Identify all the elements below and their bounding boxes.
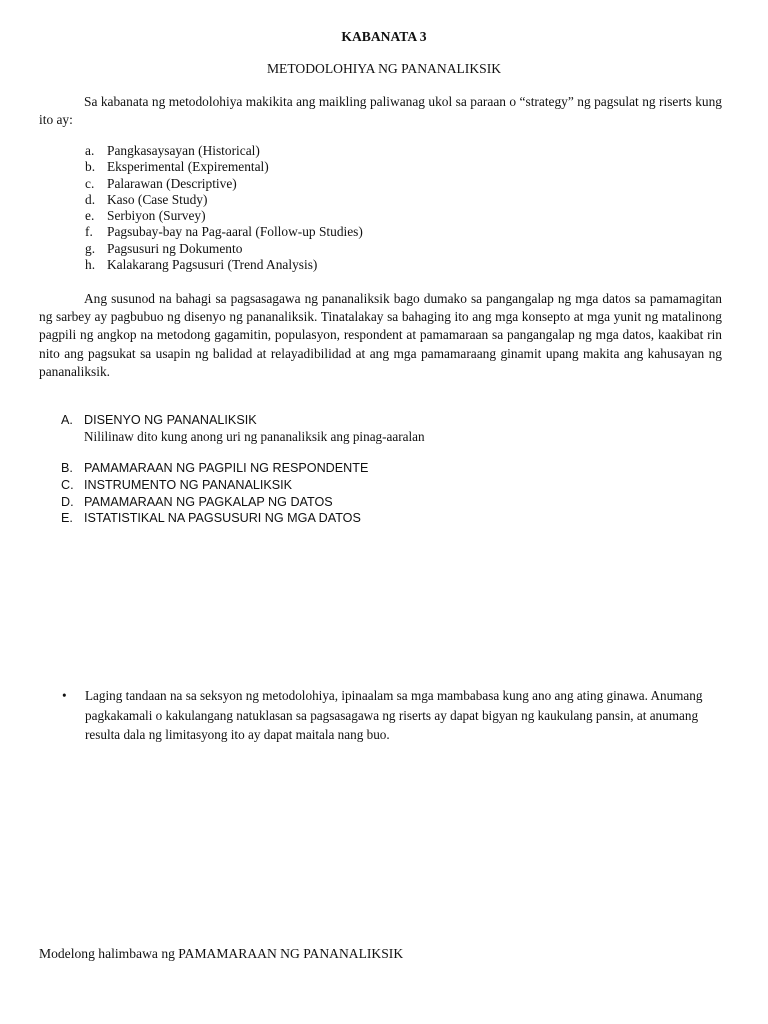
reminder-text: Laging tandaan na sa seksyon ng metodolohiya, ipinaalam sa mga mambabasa kung ano ang ating ginawa. Anumang pagkakamali o kakulangang natuklasan sa pagsasagawa ng riserts ay dapat bigyan ng kaukulang pansin, at anumang resulta dala ng limitasyong ito ay dapat maitala nang buo. bbox=[85, 688, 703, 742]
section-item bbox=[61, 494, 368, 511]
chapter-title: KABANATA 3 bbox=[341, 29, 427, 44]
list-item bbox=[85, 192, 363, 208]
bullet-icon: • bbox=[62, 688, 67, 703]
list-item bbox=[85, 224, 363, 240]
section-heading: PAMAMARAAN NG PAGPILI NG RESPONDENTE bbox=[84, 461, 369, 475]
section-heading: ISTATISTIKAL NA PAGSUSURI NG MGA DATOS bbox=[84, 511, 361, 526]
list-item bbox=[85, 241, 363, 257]
list-item bbox=[85, 176, 363, 192]
list-item-text: Palarawan (Descriptive) bbox=[107, 175, 237, 191]
list-marker: a. bbox=[85, 143, 95, 158]
list-item bbox=[85, 143, 363, 159]
list-item-text: Serbiyon (Survey) bbox=[107, 208, 206, 224]
list-marker: c. bbox=[85, 175, 95, 191]
section-list bbox=[61, 460, 368, 527]
section-item bbox=[61, 477, 368, 494]
list-marker: d. bbox=[85, 191, 96, 207]
list-item-text: Pangkasaysayan (Historical) bbox=[107, 143, 260, 158]
section-marker: B. bbox=[61, 461, 73, 475]
intro-paragraph: Sa kabanata ng metodolohiya makikita ang maikling paliwanag ukol sa paraan o “strategy” ng pagsulat ng riserts kung ito ay: bbox=[39, 94, 722, 128]
section-item bbox=[61, 460, 368, 477]
list-marker: b. bbox=[85, 159, 96, 175]
section-list-a bbox=[61, 412, 425, 446]
strategy-list bbox=[85, 143, 363, 273]
list-marker: e. bbox=[85, 208, 95, 224]
list-marker: h. bbox=[85, 257, 96, 273]
list-marker: f. bbox=[85, 224, 93, 240]
list-item-text: Kalakarang Pagsusuri (Trend Analysis) bbox=[107, 257, 318, 273]
section-item bbox=[61, 412, 425, 429]
section-marker: A. bbox=[61, 413, 73, 427]
section-heading: PAMAMARAAN NG PAGKALAP NG DATOS bbox=[84, 494, 333, 509]
section-heading: INSTRUMENTO NG PANANALIKSIK bbox=[84, 477, 293, 492]
list-item bbox=[85, 257, 363, 273]
chapter-subtitle: METODOLOHIYA NG PANANALIKSIK bbox=[266, 61, 502, 76]
section-heading: DISENYO NG PANANALIKSIK bbox=[84, 413, 257, 427]
reminder-note bbox=[62, 686, 727, 745]
list-item bbox=[85, 208, 363, 224]
list-item-text: Kaso (Case Study) bbox=[107, 191, 208, 207]
section-description: Nililinaw dito kung anong uri ng pananaliksik ang pinag-aaralan bbox=[84, 428, 425, 444]
design-paragraph: Ang susunod na bahagi sa pagsasagawa ng pananaliksik bago dumako sa pangangalap ng mga datos sa pamamagitan ng sarbey ay pagbubuo ng disenyo ng pananaliksik. Tinatalakay sa bahaging ito ang mga konsepto at mga yunit ng matalinong pagpili ng angkop na metodong gagamitin, populasyon, respondent at pamamaraan sa pangangalap ng mga datos, kaakibat rin nito ang pagsukat sa usapin ng balidad at relayadibilidad at ang mga pamamaraang ginamit upang makita ang kahusayan ng pananaliksik. bbox=[39, 291, 722, 379]
list-item-text: Pagsusuri ng Dokumento bbox=[107, 240, 243, 256]
footer-caption: Modelong halimbawa ng PAMAMARAAN NG PANANALIKSIK bbox=[39, 946, 404, 961]
list-item bbox=[85, 159, 363, 175]
section-marker: D. bbox=[61, 494, 74, 509]
section-item bbox=[61, 510, 368, 527]
list-item-text: Eksperimental (Expiremental) bbox=[107, 159, 269, 175]
list-marker: g. bbox=[85, 240, 96, 256]
section-marker: C. bbox=[61, 477, 74, 492]
section-marker: E. bbox=[61, 511, 73, 526]
list-item-text: Pagsubay-bay na Pag-aaral (Follow-up Studies) bbox=[107, 224, 363, 240]
